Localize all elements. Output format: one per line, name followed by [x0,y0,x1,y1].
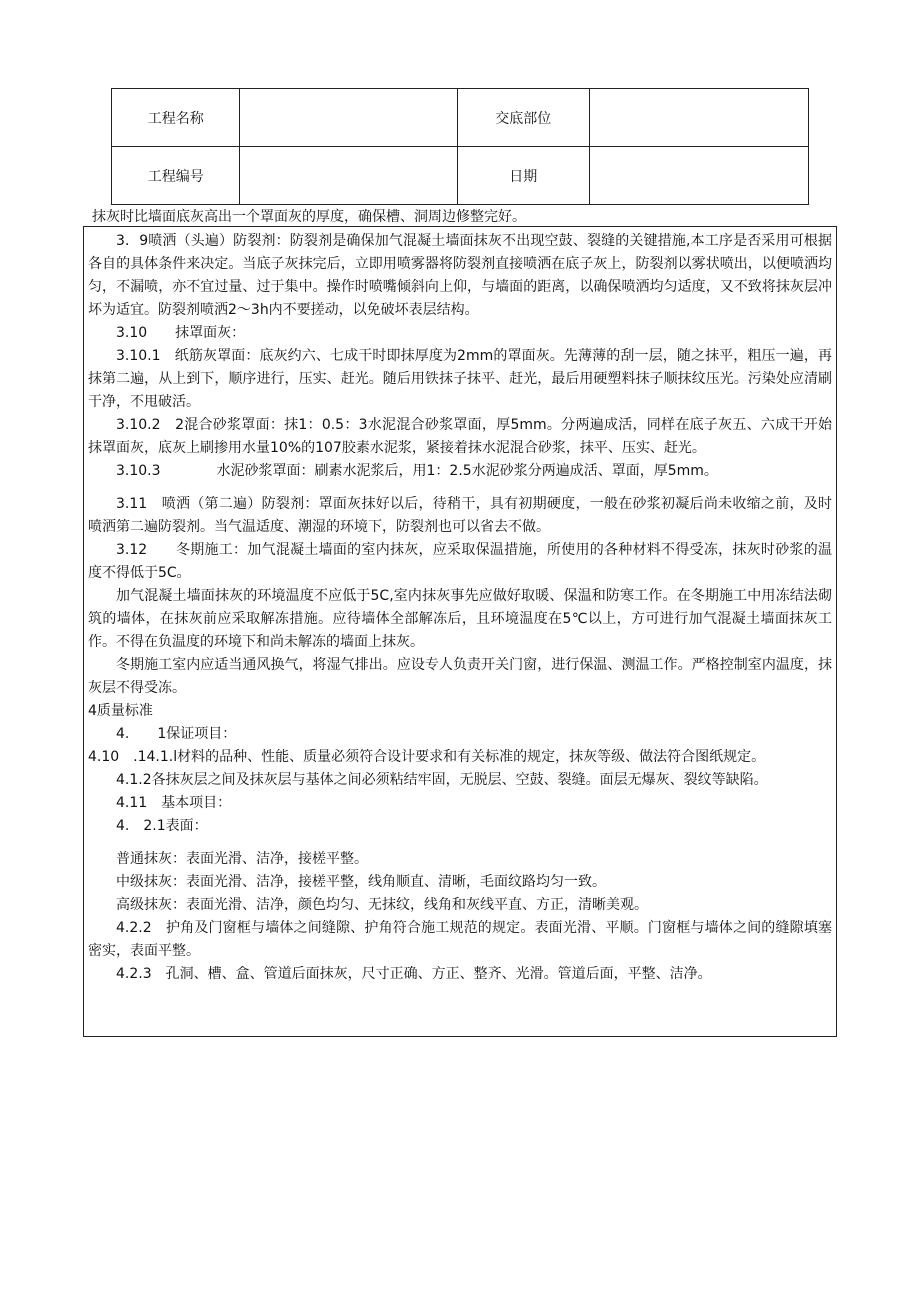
para-4-2-2: 4.2.2 护角及门窗框与墙体之间缝隙、护角符合施工规范的规定。表面光滑、平顺。门窗框与墙体之间的缝隙填塞密实，表面平整。 [88,920,832,959]
para-3-11: 3.11 喷洒（第二遍）防裂剂：罩面灰抹好以后，待稍干，具有初期硬度，一般在砂浆初凝后尚未收缩之前，及时喷洒第二遍防裂剂。当气温适度、潮湿的环境下，防裂剂也可以省去不做。 [88,496,832,535]
project-name-label: 工程名称 [112,89,240,147]
project-name-value[interactable] [240,89,457,147]
para-3-9: 3．9喷洒（头遍）防裂剂：防裂剂是确保加气混凝土墙面抹灰不出现空鼓、裂缝的关键措施,本工序是否采用可根据各自的具体条件来决定。当底子灰抹完后，立即用喷雾器将防裂剂直接喷洒在底子灰上，防裂剂以雾状喷出，以便喷洒均匀，不漏喷，亦不宜过量、过于集中。操作时喷嘴倾斜向上仰，与墙面的距离，以确保喷洒均匀适度，又不致将抹灰层冲坏为适宜。防裂剂喷洒2～3h内不要搓动，以免破坏表层结构。 [88,233,832,318]
para-high-plaster: 高级抹灰：表面光滑、洁净，颜色均匀、无抹纹，线角和灰线平直、方正，清晰美观。 [116,897,648,913]
para-3-10-1: 3.10.1 纸筋灰罩面：底灰约六、七成干时即抹厚度为2mm的罩面灰。先薄薄的刮一层，随之抹平，粗压一遍，再抹第二遍，从上到下，顺序进行，压实、赶光。随后用铁抹子抹平、赶光，最后用硬塑料抹子顺抹纹压光。污染处应清刷干净，不甩破活。 [88,348,832,410]
para-3-10-2: 3.10.2 2混合砂浆罩面：抹1：0.5：3水泥混合砂浆罩面，厚5mm。分两遍成活，同样在底子灰五、六成干开始抹罩面灰，底灰上刷掺用水量10%的107胶素水泥浆，紧接着抹水泥混合砂浆，抹平、压实、赶光。 [88,417,832,456]
project-no-value[interactable] [240,147,457,205]
date-label: 日期 [457,147,589,205]
para-winter-vent: 冬期施工室内应适当通风换气，将湿气排出。应设专人负责开关门窗，进行保温、测温工作。严格控制室内温度，抹灰层不得受冻。 [88,657,832,696]
para-4-2-1: 4. 2.1表面： [116,818,208,834]
header-row-1 [112,89,809,147]
content-box [83,226,837,1037]
location-value[interactable] [589,89,808,147]
para-3-10-3: 3.10.3 水泥砂浆罩面：刷素水泥浆后，用1：2.5水泥砂浆分两遍成活、罩面，厚5mm。 [116,463,718,479]
para-4-2-3: 4.2.3 孔洞、槽、盒、管道后面抹灰，尺寸正确、方正、整齐、光滑。管道后面，平整、洁净。 [116,966,712,982]
header-row-2 [112,147,809,205]
date-value[interactable] [589,147,808,205]
para-4-1: 4. 1保证项目： [116,726,237,742]
para-3-10: 3.10 抹罩面灰： [116,325,246,341]
lead-line: 抹灰时比墙面底灰高出一个罩面灰的厚度，确保槽、洞周边修整完好。 [92,209,526,225]
para-normal-plaster: 普通抹灰：表面光滑、洁净，接槎平整。 [116,851,368,867]
project-no-label: 工程编号 [112,147,240,205]
header-table [111,88,809,205]
para-4-1-2: 4.1.2各抹灰层之间及抹灰层与基体之间必须粘结牢固，无脱层、空鼓、裂缝。面层无爆灰、裂纹等缺陷。 [116,772,768,788]
para-winter-temp: 加气混凝土墙面抹灰的环境温度不应低于5C,室内抹灰事先应做好取暖、保温和防寒工作。在冬期施工中用冻结法砌筑的墙体，在抹灰前应采取解冻措施。应待墙体全部解冻后，且环境温度在5℃以上，方可进行加气混凝土墙面抹灰工作。不得在负温度的环境下和尚未解冻的墙面上抹灰。 [88,588,832,650]
para-3-12: 3.12 冬期施工：加气混凝土墙面的室内抹灰，应采取保温措施，所使用的各种材料不得受冻，抹灰时砂浆的温度不得低于5C。 [88,542,832,581]
location-label: 交底部位 [457,89,589,147]
para-4-1-1: 4.10 .14.1.l材料的品种、性能、质量必须符合设计要求和有关标准的规定，抹灰等级、做法符合图纸规定。 [88,749,766,765]
para-4-2: 4.11 基本项目： [116,795,232,811]
para-medium-plaster: 中级抹灰：表面光滑、洁净，接槎平整，线角顺直、清晰，毛面纹路均匀一致。 [116,874,606,890]
section-4-heading: 4质量标准 [88,703,153,719]
